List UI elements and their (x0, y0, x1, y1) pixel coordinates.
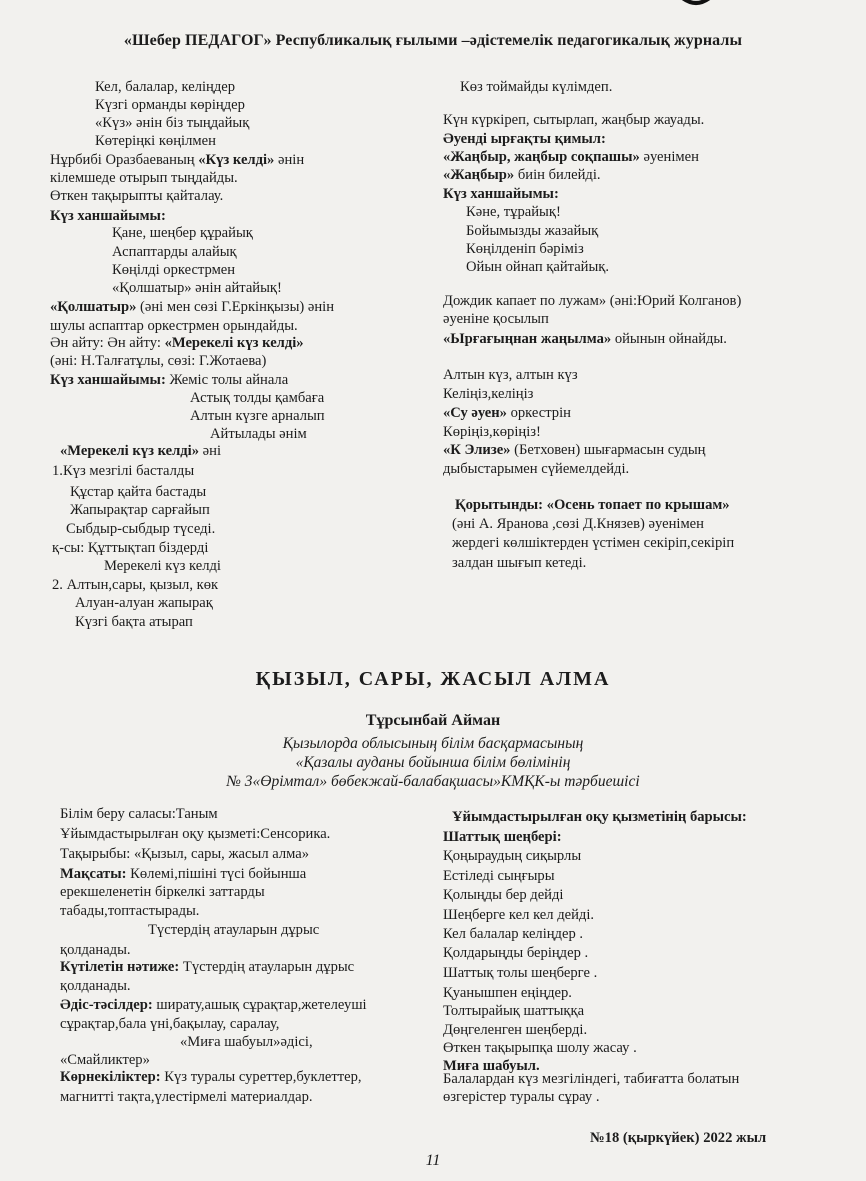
text-run: «Қолшатыр» әнін айтайық! (112, 280, 282, 296)
bold-text-run: Ұйымдастырылған оқу қызметінің барысы: (452, 809, 747, 825)
text-line (95, 114, 249, 132)
text-run: Ән айту: Ән айту: (50, 335, 165, 351)
text-line (60, 825, 330, 843)
text-line (60, 1068, 362, 1086)
text-line (60, 977, 131, 995)
text-line (50, 334, 304, 352)
text-line (443, 111, 704, 129)
text-line (443, 148, 699, 166)
text-line (60, 941, 131, 959)
text-line (455, 496, 730, 514)
text-run: Кел балалар келіңдер . (443, 926, 584, 942)
text-line (104, 557, 221, 575)
text-run: қ-сы: Құттықтап біздерді (52, 540, 209, 556)
text-line (443, 886, 563, 904)
text-line (443, 1039, 637, 1057)
text-run: әуеніне қосылып (443, 311, 549, 327)
text-run: «Күз» әнін біз тыңдайық (95, 115, 250, 131)
text-line (443, 984, 572, 1002)
text-run: қолданады. (60, 942, 131, 958)
text-line (75, 613, 193, 631)
bold-text-run: Күтілетін нәтиже: (60, 959, 180, 975)
text-line (50, 151, 304, 169)
bold-text-run: «Күз келді» (198, 152, 275, 168)
text-run: залдан шығып кетеді. (452, 555, 587, 571)
text-line (60, 883, 265, 901)
text-run: Шаттық толы шеңберге . (443, 965, 598, 981)
text-run: 1.Күз мезгілі басталды (52, 463, 195, 479)
text-run: Күн күркіреп, сытырлап, жаңбыр жауады. (443, 112, 705, 128)
text-line (50, 317, 298, 335)
text-line (50, 207, 166, 225)
corner-mark-graphic (676, 0, 716, 8)
text-run: шулы аспаптар оркестрмен орындайды. (50, 318, 298, 334)
text-line (443, 867, 555, 885)
text-line (443, 906, 594, 924)
text-run: Сыбдыр-сыбдыр түседі. (66, 521, 216, 537)
text-line (452, 534, 734, 552)
text-run: Айтылады әнім (210, 426, 307, 442)
text-run: ойынын ойнайды. (611, 331, 727, 347)
bold-text-run: Миға шабуыл. (443, 1058, 540, 1074)
text-line (112, 243, 237, 261)
text-run: Ойын ойнап қайтайық. (466, 259, 610, 275)
text-run: Көтеріңкі көңілмен (95, 133, 216, 149)
text-line (50, 371, 288, 389)
bold-text-run: «Мерекелі күз келді» (60, 443, 200, 459)
text-run: әні (199, 443, 222, 459)
bold-text-run: Күз ханшайымы: (50, 372, 166, 388)
text-line (443, 925, 583, 943)
bold-text-run: Мақсаты: (60, 866, 127, 882)
text-line (60, 865, 306, 883)
article-author: Тұрсынбай Айман (365, 712, 501, 729)
text-line (60, 1088, 313, 1106)
text-line (443, 310, 549, 328)
text-line (443, 1002, 584, 1020)
text-run: оркестрін (506, 405, 571, 421)
bold-text-run: Қорытынды: «Осень топает по крышам» (455, 497, 730, 513)
affiliation-line: «Қазалы ауданы бойынша білім бөлімінің (295, 754, 571, 771)
text-line (443, 130, 606, 148)
text-run: Балалардан күз мезгіліндегі, табиғатта болатын (443, 1071, 740, 1087)
text-run: дыбыстарымен сүйемелдейді. (443, 461, 630, 477)
text-run: Астық толды қамбаға (190, 390, 325, 406)
text-line (66, 520, 215, 538)
text-run: әнін (274, 152, 305, 168)
text-run: Алтын күз, алтын күз (443, 367, 578, 383)
text-line (190, 407, 325, 425)
text-run: табады,топтастырады. (60, 903, 200, 919)
text-line (443, 1021, 587, 1039)
text-line (466, 240, 584, 258)
text-run: Өткен тақырыпты қайталау. (50, 188, 224, 204)
text-run: жердегі көлшіктерден үстімен секіріп,секіріп (452, 535, 735, 551)
text-line (443, 944, 588, 962)
text-run: өзгерістер туралы сұрау . (443, 1089, 600, 1105)
text-line (60, 805, 218, 823)
affiliation-line: № 3«Өрімтал» бөбекжай-балабақшасы»КМҚК-ы тәрбиешісі (226, 773, 640, 790)
text-line (443, 385, 533, 403)
text-run: Шеңберге кел кел дейді. (443, 907, 595, 923)
text-run: магнитті тақта,үлестірмелі материалдар. (60, 1089, 313, 1105)
text-line (452, 515, 704, 533)
text-line (443, 847, 581, 865)
text-line (60, 1051, 150, 1069)
text-run: Толтырайық шаттыққа (443, 1003, 585, 1019)
text-line (148, 921, 319, 939)
text-line (95, 132, 216, 150)
text-run: Алтын күзге арналып (190, 408, 325, 424)
text-line (443, 1088, 599, 1106)
text-run: Жапырақтар сарғайып (70, 502, 210, 518)
text-run: Кел, балалар, келіңдер (95, 79, 236, 95)
text-run: Қуанышпен еңіңдер. (443, 985, 572, 1001)
text-line (452, 808, 747, 826)
text-line (95, 96, 245, 114)
text-line (60, 442, 221, 460)
text-run: Қоңыраудың сиқырлы (443, 848, 582, 864)
text-run: Көріңіз,көріңіз! (443, 424, 541, 440)
text-line (443, 330, 727, 348)
bold-text-run: «Қолшатыр» (50, 299, 137, 315)
text-run: Келіңіз,келіңіз (443, 386, 534, 402)
text-line (466, 222, 598, 240)
page-number: 11 (425, 1152, 441, 1169)
affiliation-line: Қызылорда облысының білім басқармасының (282, 735, 584, 752)
text-line (112, 261, 235, 279)
text-line (443, 292, 741, 310)
text-run: Нұрбибі Оразбаеваның (50, 152, 199, 168)
text-run: Естіледі сыңғыры (443, 868, 555, 884)
text-line (443, 185, 559, 203)
text-line (50, 169, 238, 187)
text-run: Көз тоймайды күлімдеп. (460, 79, 613, 95)
text-run: (әні мен сөзі Г.Еркінқызы) әнін (136, 299, 335, 315)
text-run: ширату,ашық сұрақтар,жетелеуші (152, 997, 367, 1013)
text-line (443, 441, 706, 459)
text-run: Көлемі,пішіні түсі бойынша (126, 866, 307, 882)
bold-text-run: Шаттық шеңбері: (443, 829, 562, 845)
text-run: Дождик капает по лужам» (әні:Юрий Колганов) (443, 293, 742, 309)
text-run: Қолдарыңды беріңдер . (443, 945, 589, 961)
text-line (180, 1033, 313, 1051)
text-run: Түстердің атауларын дұрыс (148, 922, 320, 938)
text-line (52, 462, 194, 480)
text-line (466, 258, 609, 276)
bold-text-run: Күз ханшайымы: (50, 208, 166, 224)
text-line (75, 594, 213, 612)
text-run: биін билейді. (514, 167, 601, 183)
bold-text-run: «Жаңбыр» (443, 167, 515, 183)
text-run: қолданады. (60, 978, 131, 994)
text-line (466, 203, 561, 221)
text-line (112, 224, 253, 242)
text-run: «Смайликтер» (60, 1052, 150, 1068)
text-run: Көңілденіп бәріміз (466, 241, 584, 257)
text-line (95, 78, 235, 96)
text-line (50, 298, 334, 316)
text-line (443, 964, 597, 982)
text-run: Көңілді оркестрмен (112, 262, 236, 278)
journal-header: «Шебер ПЕДАГОГ» Республикалық ғылыми –әдістемелік педагогикалық журналы (123, 32, 743, 49)
text-line (50, 352, 266, 370)
text-run: Ұйымдастырылған оқу қызметі:Сенсорика. (60, 826, 331, 842)
text-line (443, 460, 629, 478)
text-line (60, 902, 199, 920)
bold-text-run: Әуенді ырғақты қимыл: (443, 131, 606, 147)
text-line (443, 166, 601, 184)
text-run: (әні А. Яранова ,сөзі Д.Князев) әуенімен (452, 516, 704, 532)
text-run: Құстар қайта бастады (70, 484, 207, 500)
text-run: ерекшеленетін біркелкі заттарды (60, 884, 265, 900)
bold-text-run: «Су әуен» (443, 405, 507, 421)
text-line (443, 404, 571, 422)
text-run: Қолыңды бер дейді (443, 887, 564, 903)
text-line (452, 554, 586, 572)
text-run: әуенімен (639, 149, 699, 165)
text-line (60, 958, 354, 976)
text-line (50, 187, 223, 205)
text-line (460, 78, 612, 96)
text-run: 2. Алтын,сары, қызыл, көк (52, 577, 219, 593)
text-run: Дөңгеленген шеңберді. (443, 1022, 588, 1038)
article-title: ҚЫЗЫЛ, САРЫ, ЖАСЫЛ АЛМА (255, 668, 611, 690)
bold-text-run: «Ырғағыңнан жаңылма» (443, 331, 612, 347)
text-run: Жеміс толы айнала (165, 372, 289, 388)
text-line (443, 1070, 739, 1088)
text-run: Мерекелі күз келді (104, 558, 221, 574)
bold-text-run: Әдіс-тәсілдер: (60, 997, 153, 1013)
text-line (443, 366, 578, 384)
text-run: Тақырыбы: «Қызыл, сары, жасыл алма» (60, 846, 310, 862)
text-run: Түстердің атауларын дұрыс (179, 959, 355, 975)
text-run: (әні: Н.Талғатұлы, сөзі: Г.Жотаева) (50, 353, 267, 369)
text-line (112, 279, 282, 297)
text-run: Күзгі орманды көріңдер (95, 97, 245, 113)
text-run: сұрақтар,бала үні,бақылау, саралау, (60, 1016, 280, 1032)
text-line (52, 576, 218, 594)
bold-text-run: Күз ханшайымы: (443, 186, 559, 202)
text-line (60, 996, 367, 1014)
text-line (210, 425, 307, 443)
bold-text-run: «Жаңбыр, жаңбыр соқпашы» (443, 149, 640, 165)
text-run: Күз туралы суреттер,буклеттер, (160, 1069, 362, 1085)
text-run: Білім беру саласы:Таным (60, 806, 218, 822)
text-run: Қане, шеңбер құрайық (112, 225, 253, 241)
text-line (70, 483, 206, 501)
text-run: Аспаптарды алайық (112, 244, 237, 260)
text-run: Өткен тақырыпқа шолу жасау . (443, 1040, 637, 1056)
text-line (52, 539, 208, 557)
text-line (60, 845, 309, 863)
text-run: Бойымызды жазайық (466, 223, 599, 239)
text-line (443, 423, 541, 441)
text-run: кілемшеде отырып тыңдайды. (50, 170, 238, 186)
text-line (443, 828, 562, 846)
text-run: «Миға шабуыл»әдісі, (180, 1034, 313, 1050)
text-run: Кәне, тұрайық! (466, 204, 561, 220)
text-run: (Бетховен) шығармасын судың (510, 442, 706, 458)
bold-text-run: «Мерекелі күз келді» (164, 335, 304, 351)
text-line (60, 1015, 279, 1033)
bold-text-run: «К Элизе» (443, 442, 511, 458)
bold-text-run: Көрнекіліктер: (60, 1069, 161, 1085)
text-run: Күзгі бақта атырап (75, 614, 193, 630)
text-line (190, 389, 324, 407)
text-run: Алуан-алуан жапырақ (75, 595, 213, 611)
issue-footer: №18 (қыркүйек) 2022 жыл (590, 1130, 767, 1146)
text-line (70, 501, 210, 519)
